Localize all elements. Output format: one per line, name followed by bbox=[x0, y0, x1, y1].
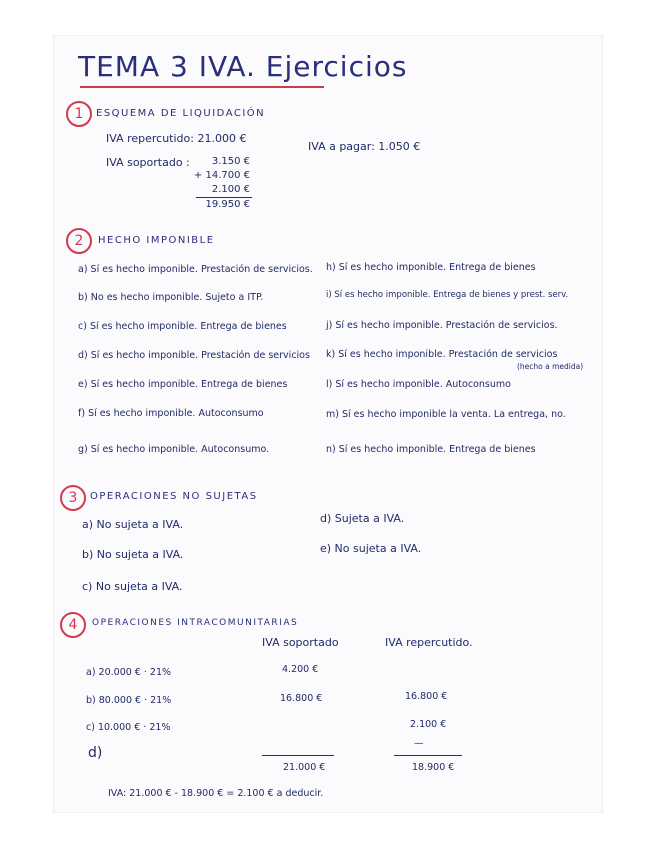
section-4-number: 4 bbox=[60, 612, 86, 638]
table-cell: 2.100 € bbox=[410, 719, 447, 730]
soportado-row-1: 3.150 € bbox=[211, 156, 250, 167]
section-3-heading: OPERACIONES NO SUJETAS bbox=[90, 491, 258, 502]
table-row-label: c) 10.000 € · 21% bbox=[86, 722, 171, 733]
total-repercutido: 18.900 € bbox=[412, 762, 455, 773]
result-line: IVA: 21.000 € - 18.900 € = 2.100 € a deducir. bbox=[108, 788, 324, 799]
list-item-note: (hecho a medida) bbox=[517, 362, 584, 371]
table-cell: 16.800 € bbox=[405, 691, 448, 702]
section-3-number: 3 bbox=[60, 485, 86, 511]
list-item: c) Sí es hecho imponible. Entrega de bienes bbox=[78, 321, 287, 332]
list-item: g) Sí es hecho imponible. Autoconsumo. bbox=[78, 444, 270, 455]
column-header-repercutido: IVA repercutido. bbox=[385, 636, 473, 649]
sum-line bbox=[196, 197, 252, 198]
iva-soportado-label: IVA soportado : bbox=[106, 156, 190, 169]
title-underline bbox=[80, 86, 324, 88]
list-item: c) No sujeta a IVA. bbox=[82, 580, 183, 593]
list-item: b) No es hecho imponible. Sujeto a ITP. bbox=[78, 292, 264, 303]
list-item: e) No sujeta a IVA. bbox=[320, 542, 422, 555]
total-soportado: 21.000 € bbox=[283, 762, 326, 773]
list-item: n) Sí es hecho imponible. Entrega de bienes bbox=[326, 444, 536, 455]
section-2-number: 2 bbox=[66, 228, 92, 254]
list-item: k) Sí es hecho imponible. Prestación de servicios bbox=[326, 349, 558, 360]
list-item: d) Sí es hecho imponible. Prestación de servicios bbox=[78, 350, 310, 361]
section-4-heading: OPERACIONES INTRACOMUNITARIAS bbox=[92, 618, 299, 628]
section-2-heading: HECHO IMPONIBLE bbox=[98, 235, 215, 246]
sum-line bbox=[262, 755, 334, 756]
section-1-number: 1 bbox=[66, 101, 92, 127]
list-item: d) Sujeta a IVA. bbox=[320, 512, 405, 525]
list-item: h) Sí es hecho imponible. Entrega de bienes bbox=[326, 262, 536, 273]
soportado-total: 19.950 € bbox=[205, 199, 250, 210]
list-item: l) Sí es hecho imponible. Autoconsumo bbox=[326, 379, 511, 390]
table-cell: 4.200 € bbox=[282, 664, 319, 675]
list-item: i) Sí es hecho imponible. Entrega de bienes y prest. serv. bbox=[326, 290, 569, 300]
table-row-label: b) 80.000 € · 21% bbox=[86, 695, 172, 706]
sum-line bbox=[394, 755, 462, 756]
list-item: f) Sí es hecho imponible. Autoconsumo bbox=[78, 408, 264, 419]
list-item: e) Sí es hecho imponible. Entrega de bienes bbox=[78, 379, 288, 390]
table-cell: 16.800 € bbox=[280, 693, 323, 704]
table-cell: — bbox=[414, 738, 424, 749]
section-1-heading: ESQUEMA DE LIQUIDACIÓN bbox=[96, 108, 266, 119]
list-item: j) Sí es hecho imponible. Prestación de servicios. bbox=[326, 320, 558, 331]
column-header-soportado: IVA soportado bbox=[262, 636, 339, 649]
list-item: a) No sujeta a IVA. bbox=[82, 518, 184, 531]
table-row-label: d) bbox=[88, 745, 103, 761]
soportado-row-2: + 14.700 € bbox=[193, 170, 250, 181]
soportado-row-3: 2.100 € bbox=[211, 184, 250, 195]
iva-a-pagar: IVA a pagar: 1.050 € bbox=[308, 140, 421, 153]
list-item: a) Sí es hecho imponible. Prestación de servicios. bbox=[78, 264, 313, 275]
page-title: TEMA 3 IVA. Ejercicios bbox=[78, 50, 408, 83]
iva-repercutido: IVA repercutido: 21.000 € bbox=[106, 132, 247, 145]
list-item: b) No sujeta a IVA. bbox=[82, 548, 184, 561]
table-row-label: a) 20.000 € · 21% bbox=[86, 667, 172, 678]
list-item: m) Sí es hecho imponible la venta. La entrega, no. bbox=[326, 409, 566, 420]
